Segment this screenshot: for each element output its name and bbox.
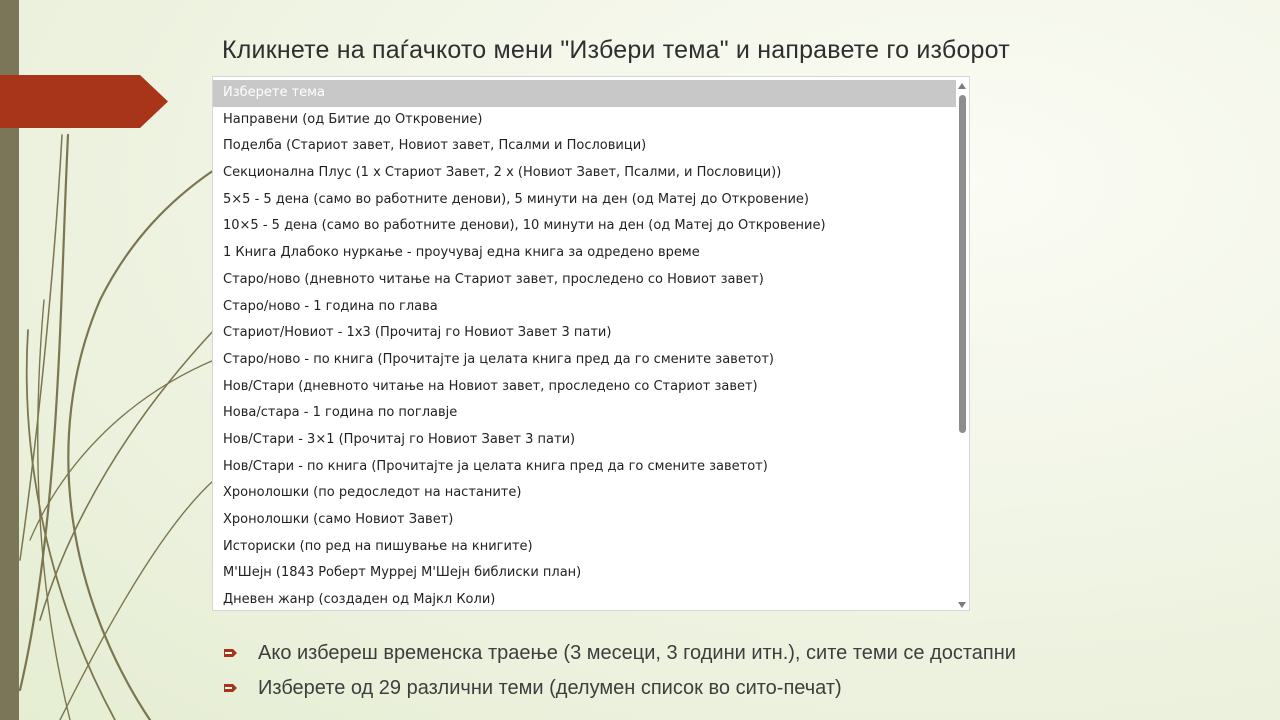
- dropdown-option[interactable]: Старо/ново - 1 година по глава: [223, 298, 438, 314]
- slide-title: Кликнете на паѓачкото мени "Избери тема" и направете го изборот: [222, 36, 1010, 64]
- dropdown-option[interactable]: Стариот/Новиот - 1x3 (Прочитај го Новиот Завет 3 пати): [223, 325, 612, 341]
- theme-dropdown-list[interactable]: [212, 76, 970, 611]
- dropdown-option[interactable]: Нов/Стари - по книга (Прочитајте ја целата книга пред да го смените заветот): [223, 458, 768, 474]
- dropdown-option[interactable]: Направени (од Битие до Откровение): [223, 111, 483, 127]
- scroll-up-arrow-icon[interactable]: [958, 83, 966, 89]
- dropdown-option[interactable]: Хронолошки (само Новиот Завет): [223, 512, 454, 527]
- dropdown-option[interactable]: 5×5 - 5 дена (само во работните денови), 5 минути на ден (од Матеј до Откровение): [223, 191, 809, 207]
- dropdown-option[interactable]: Нова/стара - 1 година по поглавје: [223, 405, 458, 421]
- dropdown-option[interactable]: М'Шејн (1843 Роберт Мурреј М'Шејн библиски план): [223, 565, 582, 581]
- scrollbar-thumb[interactable]: [959, 95, 966, 433]
- dropdown-scrollbar[interactable]: [956, 77, 969, 610]
- arrow-bullet-icon: [224, 684, 237, 692]
- dropdown-option[interactable]: 10×5 - 5 дена (само во работните денови), 10 минути на ден (од Матеј до Откровение): [223, 218, 826, 234]
- dropdown-option[interactable]: 1 Книга Длабоко нуркање - проучувај една книга за одредено време: [223, 245, 700, 261]
- dropdown-option[interactable]: Секционална Плус (1 x Стариот Завет, 2 x (Новиот Завет, Псалми, и Пословици)): [223, 165, 782, 181]
- dropdown-options: [213, 80, 958, 611]
- red-arrow-shape: [0, 75, 168, 128]
- dropdown-option[interactable]: Поделба (Стариот завет, Новиот завет, Псалми и Пословици): [223, 138, 647, 154]
- arrow-bullet-icon: [224, 649, 237, 657]
- bullet-item: [222, 673, 1016, 708]
- bullet-list: [222, 638, 1016, 708]
- bullet-item: [222, 638, 1016, 673]
- dropdown-option[interactable]: Историски (по ред на пишување на книгите): [223, 538, 533, 554]
- dropdown-option[interactable]: Старо/ново - по книга (Прочитајте ја целата книга пред да го смените заветот): [223, 351, 774, 367]
- dropdown-option[interactable]: Нов/Стари - 3×1 (Прочитај го Новиот Завет 3 пати): [223, 431, 576, 447]
- dropdown-option[interactable]: Дневен жанр (создаден од Мајкл Коли): [223, 592, 496, 608]
- dropdown-option[interactable]: Старо/ново (дневното читање на Стариот завет, проследено со Новиот завет): [223, 271, 764, 287]
- bullet-text: Ако избереш временска траење (3 месеци, 3 години итн.), сите теми се достапни: [258, 642, 1016, 664]
- bullet-text: Изберете од 29 различни теми (делумен список во сито-печат): [258, 677, 842, 699]
- dropdown-option-placeholder[interactable]: Изберете тема: [213, 80, 958, 107]
- scroll-down-arrow-icon[interactable]: [958, 602, 966, 608]
- dropdown-option[interactable]: Нов/Стари (дневното читање на Новиот завет, проследено со Стариот завет): [223, 378, 758, 394]
- dropdown-option[interactable]: Хронолошки (по редоследот на настаните): [223, 485, 522, 501]
